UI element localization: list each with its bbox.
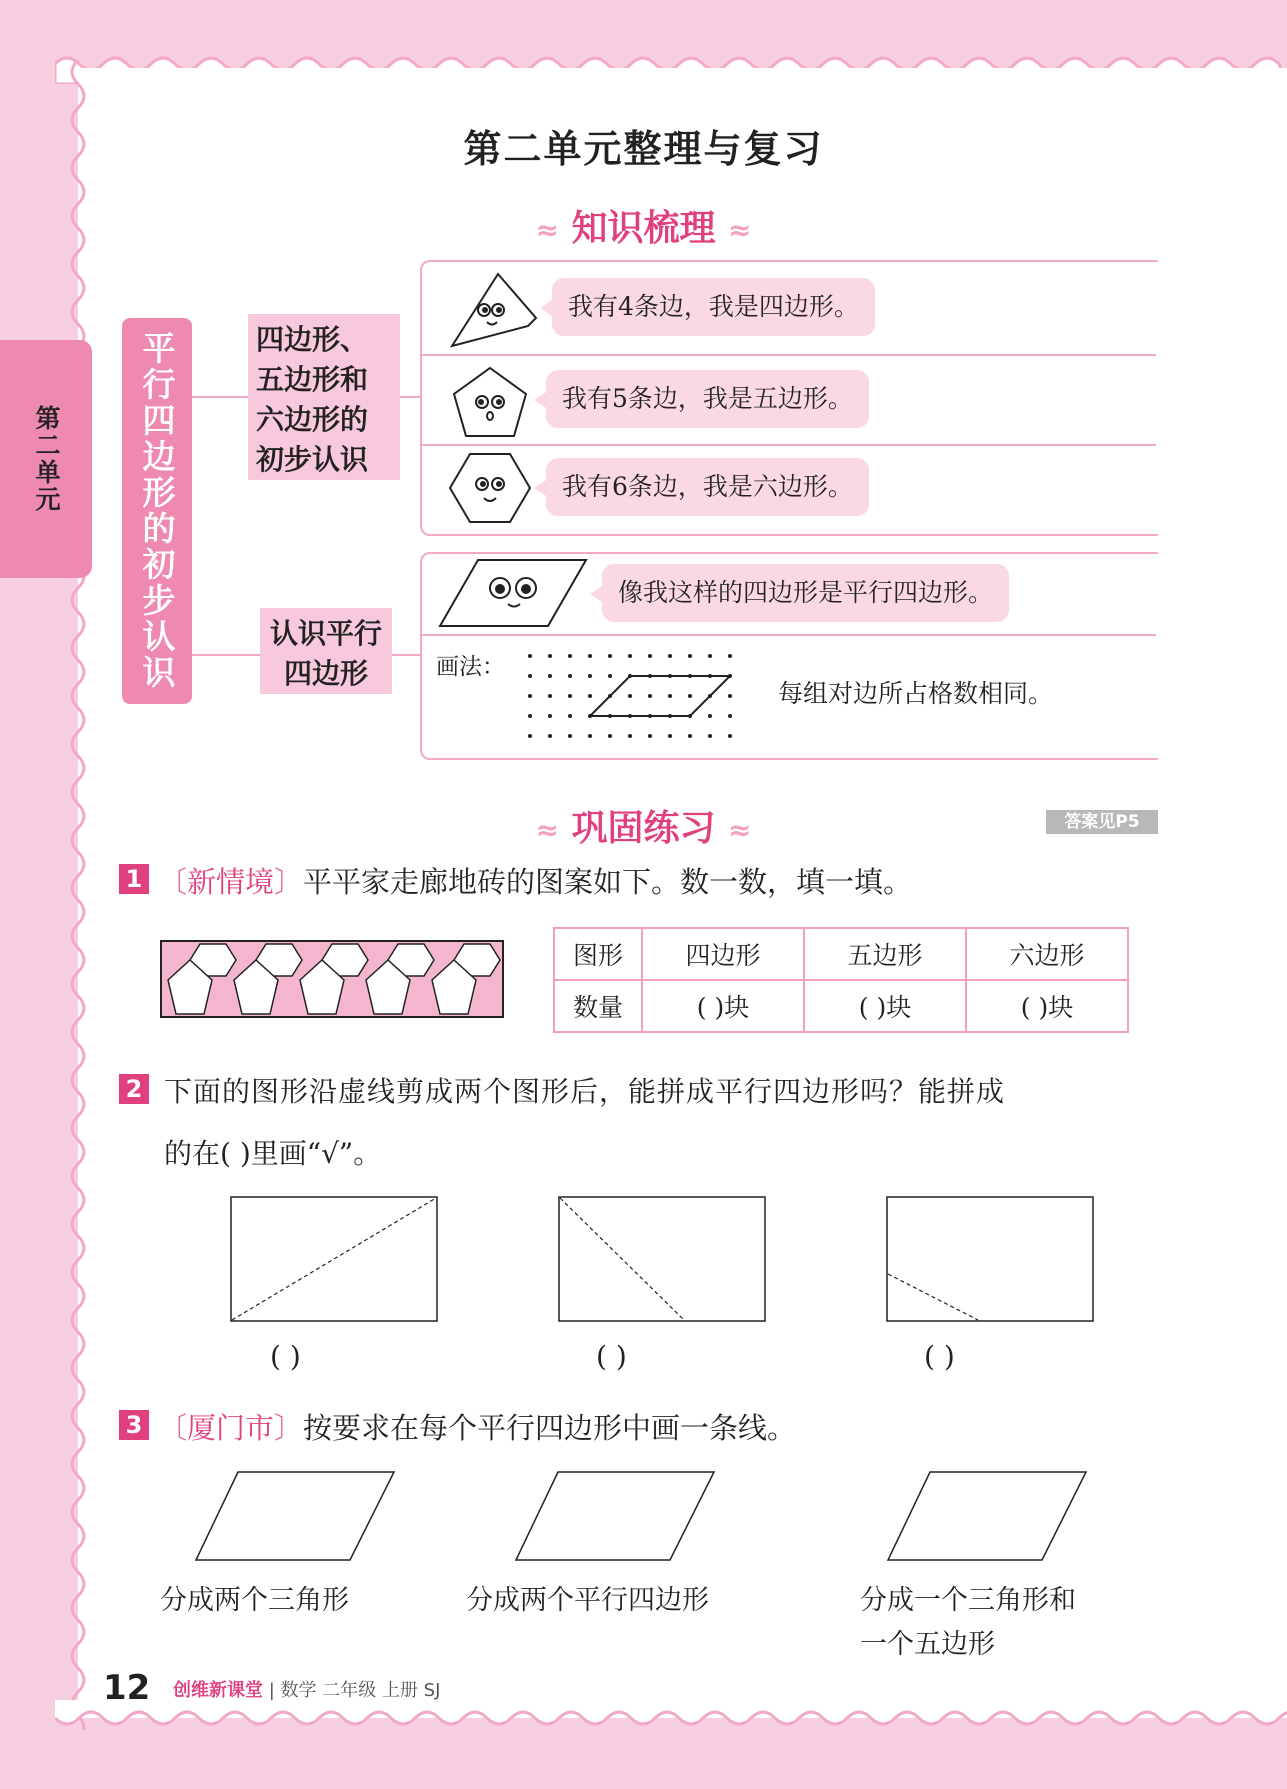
grid-dot — [528, 674, 532, 678]
rectangle-cut-3 — [886, 1196, 1098, 1324]
footer-info: 创维新课堂 | 数学 二年级 上册 SJ — [173, 1680, 441, 1701]
connector — [400, 396, 420, 398]
unit-tab-label: 第二单元 — [32, 405, 61, 513]
parallelogram-2-label: 分成两个平行四边形 — [466, 1585, 709, 1616]
grid-dot — [728, 694, 732, 698]
draw-method-label: 画法： — [436, 654, 505, 680]
grid-dot — [588, 694, 592, 698]
bubble-quadrilateral: 我有4条边，我是四边形。 — [552, 278, 875, 336]
pentagon-face-icon — [450, 364, 530, 440]
footer-brand: 创维新课堂 — [173, 1680, 263, 1701]
grid-dot — [708, 734, 712, 738]
hexagon-face-icon — [448, 450, 532, 526]
grid-dot — [648, 734, 652, 738]
grid-dot — [688, 734, 692, 738]
section-knowledge-label: 知识梳理 — [571, 208, 716, 249]
question-3-text — [158, 1406, 796, 1447]
grid-dot — [588, 734, 592, 738]
bubble-hexagon: 我有6条边，我是六边形。 — [546, 458, 869, 516]
answer-cell-hexagon[interactable]: ( )块 — [966, 980, 1128, 1032]
grid-dot — [568, 734, 572, 738]
grid-dot — [668, 694, 672, 698]
unit-side-tab — [0, 340, 92, 578]
question-1-tag: 〔新情境〕 — [158, 865, 304, 899]
grid-dot — [668, 654, 672, 658]
parallelogram-1[interactable] — [194, 1470, 396, 1562]
draw-note: 每组对边所占格数相同。 — [778, 679, 1054, 708]
grid-dot — [528, 694, 532, 698]
grid-dot — [528, 714, 532, 718]
section-practice: ≈ 巩固练习 ≈ — [535, 808, 752, 849]
table-header-pentagon: 五边形 — [804, 928, 966, 980]
wavy-border-left — [52, 60, 92, 1730]
grid-dot — [568, 714, 572, 718]
table-header-shape: 图形 — [554, 928, 642, 980]
question-3-tag: 〔厦门市〕 — [158, 1411, 304, 1445]
parallelogram-3[interactable] — [886, 1470, 1088, 1562]
grid-dot — [588, 654, 592, 658]
table-row-label-count: 数量 — [554, 980, 642, 1032]
grid-dot — [548, 734, 552, 738]
connector — [392, 654, 420, 656]
question-3-number: 3 — [119, 1410, 149, 1440]
question-2-number: 2 — [119, 1074, 149, 1104]
grid-dot — [588, 674, 592, 678]
grid-dot — [528, 734, 532, 738]
question-3-prompt: 按要求在每个平行四边形中画一条线。 — [303, 1411, 797, 1445]
rectangle-cut-1 — [230, 1196, 442, 1324]
grid-dot — [628, 694, 632, 698]
grid-dot — [728, 654, 732, 658]
bubble-parallelogram: 像我这样的四边形是平行四边形。 — [602, 564, 1009, 622]
question-2-text-line1: 下面的图形沿虚线剪成两个图形后，能拼成平行四边形吗？能拼成 — [164, 1075, 1006, 1108]
answer-cell-quadrilateral[interactable]: ( )块 — [642, 980, 804, 1032]
section-knowledge: ≈ 知识梳理 ≈ — [535, 208, 752, 249]
dot-grid-drawing — [526, 650, 766, 750]
question-1-text — [158, 860, 912, 901]
grid-dot — [568, 694, 572, 698]
answer-paren-1[interactable]: ( ) — [270, 1340, 301, 1373]
page-number: 12 — [103, 1668, 151, 1708]
branch-parallelogram: 认识平行四边形 — [260, 608, 392, 694]
connector — [192, 654, 260, 656]
grid-dot — [608, 674, 612, 678]
grid-dot — [608, 734, 612, 738]
divider — [420, 354, 1156, 356]
answer-reference-badge: 答案见P5 — [1046, 810, 1158, 834]
question-2-text-line2: 的在( )里画“√”。 — [164, 1137, 382, 1170]
quadrilateral-face-icon — [448, 268, 538, 348]
answer-paren-2[interactable]: ( ) — [596, 1340, 627, 1373]
grid-dot — [648, 694, 652, 698]
grid-dot — [548, 694, 552, 698]
page-title: 第二单元整理与复习 — [463, 127, 824, 171]
answer-paren-3[interactable]: ( ) — [924, 1340, 955, 1373]
floor-tile-pattern — [160, 940, 504, 1018]
table-header-hexagon: 六边形 — [966, 928, 1128, 980]
grid-dot — [648, 654, 652, 658]
grid-dot — [628, 734, 632, 738]
grid-dot — [568, 674, 572, 678]
divider — [420, 444, 1156, 446]
mindmap-root — [122, 318, 192, 704]
grid-dot — [728, 734, 732, 738]
parallelogram-2[interactable] — [514, 1470, 716, 1562]
grid-dot — [548, 654, 552, 658]
branch-polygons: 四边形、五边形和六边形的初步认识 — [248, 314, 400, 480]
grid-dot — [728, 714, 732, 718]
question-1-number: 1 — [119, 864, 149, 894]
grid-dot — [608, 654, 612, 658]
question-1-prompt: 平平家走廊地砖的图案如下。数一数，填一填。 — [303, 865, 913, 899]
grid-dot — [548, 674, 552, 678]
grid-dot — [668, 734, 672, 738]
mindmap-root-label: 平行四边形的初步认识 — [137, 331, 177, 691]
wavy-border-bottom — [55, 1700, 1287, 1740]
table-header-quadrilateral: 四边形 — [642, 928, 804, 980]
count-table — [553, 927, 1129, 1033]
section-practice-label: 巩固练习 — [571, 808, 716, 849]
grid-dot — [688, 694, 692, 698]
divider — [420, 634, 1156, 636]
parallelogram-face-icon — [438, 556, 590, 630]
parallelogram-3-label-line2: 一个五边形 — [860, 1629, 995, 1660]
grid-dot — [568, 654, 572, 658]
parallelogram-3-label-line1: 分成一个三角形和 — [860, 1585, 1076, 1616]
answer-cell-pentagon[interactable]: ( )块 — [804, 980, 966, 1032]
grid-dot — [548, 714, 552, 718]
parallelogram-1-label: 分成两个三角形 — [160, 1585, 349, 1616]
footer-book-info: 数学 二年级 上册 SJ — [280, 1680, 441, 1701]
grid-parallelogram — [590, 676, 730, 716]
grid-dot — [688, 654, 692, 658]
grid-dot — [708, 654, 712, 658]
rectangle-cut-2 — [558, 1196, 770, 1324]
grid-dot — [628, 654, 632, 658]
grid-dot — [708, 714, 712, 718]
connector — [192, 396, 248, 398]
bubble-pentagon: 我有5条边，我是五边形。 — [546, 370, 869, 428]
grid-dot — [528, 654, 532, 658]
